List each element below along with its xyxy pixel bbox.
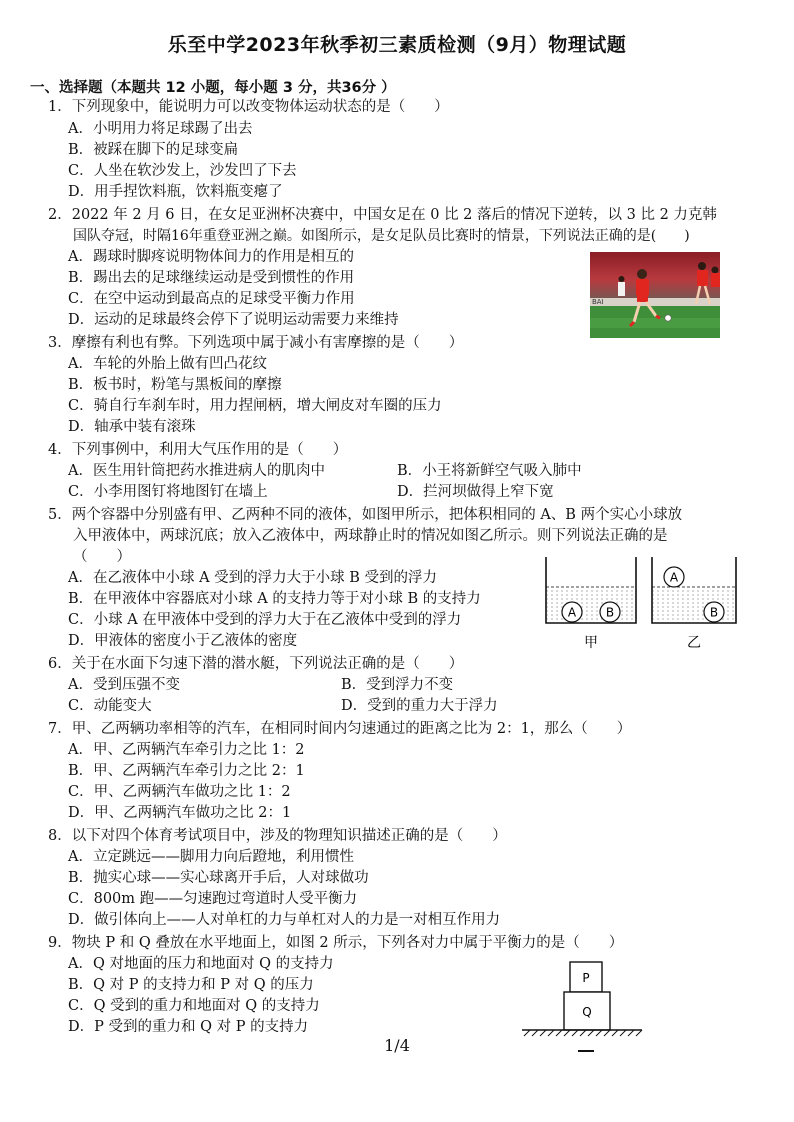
figure-label-jia: 甲 xyxy=(584,635,598,651)
question-6 xyxy=(48,653,463,675)
option-b: B．甲、乙两辆汽车牵引力之比 2：1 xyxy=(68,763,305,779)
question-stem: 关于在水面下匀速下潜的潜水艇，下列说法正确的是（ ） xyxy=(71,656,464,672)
option-a: A．Q 对地面的压力和地面对 Q 的支持力 xyxy=(68,956,334,972)
question-8 xyxy=(48,825,507,847)
question-stem: 物块 P 和 Q 叠放在水平地面上，如图 2 所示，下列各对力中属于平衡力的是（ ） xyxy=(71,935,624,951)
option-b: B．受到浮力不变 xyxy=(341,677,454,693)
option-c: C．人坐在软沙发上，沙发凹了下去 xyxy=(68,163,297,179)
option-a: A．医生用针筒把药水推进病人的肌肉中 xyxy=(68,463,325,479)
question-number: 7． xyxy=(48,721,72,737)
question-9 xyxy=(48,932,623,954)
container-yi xyxy=(652,557,736,651)
option-c: C．甲、乙两辆汽车做功之比 1：2 xyxy=(68,784,291,800)
football-match-photo xyxy=(590,252,720,338)
option-d: D．受到的重力大于浮力 xyxy=(341,698,498,714)
page-number: 1/4 xyxy=(384,1036,410,1055)
question-stem: 2022 年 2 月 6 日，在女足亚洲杯决赛中，中国女足在 0 比 2 落后的情况下逆转，以 3 比 2 力克韩 xyxy=(71,207,717,223)
option-a: A．立定跳远——脚用力向后蹬地，利用惯性 xyxy=(68,849,354,865)
question-stem: 摩擦有利也有弊。下列选项中属于减小有害摩擦的是（ ） xyxy=(71,335,464,351)
question-number: 6． xyxy=(48,656,72,672)
option-d: D．P 受到的重力和 Q 对 P 的支持力 xyxy=(68,1019,309,1035)
option-b: B．踢出去的足球继续运动是受到惯性的作用 xyxy=(68,270,355,286)
question-2 xyxy=(48,204,717,226)
question-1 xyxy=(48,96,449,118)
question-5 xyxy=(48,504,682,526)
option-b: B．抛实心球——实心球离开手后，人对球做功 xyxy=(68,870,369,886)
option-a: A．小明用力将足球踢了出去 xyxy=(68,121,253,137)
svg-text:BAI: BAI xyxy=(592,298,604,306)
option-c: C．小李用图钉将地图钉在墙上 xyxy=(68,484,268,500)
option-c: C．骑自行车刹车时，用力捏闸柄，增大闸皮对车圈的压力 xyxy=(68,398,442,414)
option-a: A．踢球时脚疼说明物体间力的作用是相互的 xyxy=(68,249,354,265)
block-q-label: Q xyxy=(582,1005,592,1019)
option-a: A．车轮的外胎上做有凹凸花纹 xyxy=(68,356,267,372)
figure-label-yi: 乙 xyxy=(687,635,701,651)
option-a: A．甲、乙两辆汽车牵引力之比 1：2 xyxy=(68,742,305,758)
option-d: D．拦河坝做得上窄下宽 xyxy=(397,484,554,500)
option-d: D．用手捏饮料瓶，饮料瓶变瘪了 xyxy=(68,184,283,200)
question-4 xyxy=(48,439,347,461)
ball-b-label: B xyxy=(605,605,615,620)
question-stem: 下列现象中，能说明力可以改变物体运动状态的是（ ） xyxy=(71,99,449,115)
option-b: B．Q 对 P 的支持力和 P 对 Q 的压力 xyxy=(68,977,314,993)
option-d: D．甲液体的密度小于乙液体的密度 xyxy=(68,633,298,649)
container-jia xyxy=(546,557,636,651)
option-c: C．在空中运动到最高点的足球受平衡力作用 xyxy=(68,291,355,307)
option-b: B．板书时，粉笔与黑板间的摩擦 xyxy=(68,377,282,393)
option-d: D．轴承中装有滚珠 xyxy=(68,419,196,435)
question-stem: 下列事例中，利用大气压作用的是（ ） xyxy=(71,442,348,458)
question-stem: 以下对四个体育考试项目中，涉及的物理知识描述正确的是（ ） xyxy=(71,828,507,844)
option-b: B．在甲液体中容器底对小球 A 的支持力等于对小球 B 的支持力 xyxy=(68,591,481,607)
option-c: C．800m 跑——匀速跑过弯道时人受平衡力 xyxy=(68,891,358,907)
question-number: 2． xyxy=(48,207,72,223)
question-number: 8． xyxy=(48,828,72,844)
option-d: D．甲、乙两辆汽车做功之比 2：1 xyxy=(68,805,292,821)
option-c: C．动能变大 xyxy=(68,698,152,714)
question-number: 3． xyxy=(48,335,72,351)
section-heading: 一、选择题（本题共 12 小题，每小题 3 分，共36分 ） xyxy=(30,80,396,96)
option-b: B．小王将新鲜空气吸入肺中 xyxy=(397,463,582,479)
question-number: 4． xyxy=(48,442,72,458)
option-d: D．运动的足球最终会停下了说明运动需要力来维持 xyxy=(68,312,399,328)
option-c: C．小球 A 在甲液体中受到的浮力大于在乙液体中受到的浮力 xyxy=(68,612,462,628)
question-stem-continued: 国队夺冠，时隔16年重登亚洲之巅。如图所示，是女足队员比赛时的情景，下列说法正确的是( ) xyxy=(73,228,690,244)
exam-title: 乐至中学2023年秋季初三素质检测（9月）物理试题 xyxy=(167,34,627,56)
question-number: 5． xyxy=(48,507,72,523)
ball-b-label: B xyxy=(709,605,719,620)
option-d: D．做引体向上——人对单杠的力与单杠对人的力是一对相互作用力 xyxy=(68,912,501,928)
question-stem-continued: 入甲液体中，两球沉底；放入乙液体中，两球静止时的情况如图乙所示。则下列说法正确的是 xyxy=(73,528,668,544)
question-3 xyxy=(48,332,463,354)
question-number: 9． xyxy=(48,935,72,951)
option-c: C．Q 受到的重力和地面对 Q 的支持力 xyxy=(68,998,320,1014)
question-7 xyxy=(48,718,631,740)
question-number: 1． xyxy=(48,99,72,115)
option-b: B．被踩在脚下的足球变扁 xyxy=(68,142,239,158)
block-p-label: P xyxy=(582,971,590,985)
containers-figure xyxy=(540,555,740,655)
question-stem: 甲、乙两辆功率相等的汽车，在相同时间内匀速通过的距离之比为 2：1，那么（ ） xyxy=(71,721,632,737)
question-stem-continued: （ ） xyxy=(73,549,131,565)
question-stem: 两个容器中分别盛有甲、乙两种不同的液体，如图甲所示，把体积相同的 A、B 两个实心小球放 xyxy=(71,507,683,523)
option-a: A．受到压强不变 xyxy=(68,677,180,693)
option-a: A．在乙液体中小球 A 受到的浮力大于小球 B 受到的浮力 xyxy=(68,570,438,586)
ball-a-label: A xyxy=(669,570,679,585)
ball-a-label: A xyxy=(567,605,577,620)
